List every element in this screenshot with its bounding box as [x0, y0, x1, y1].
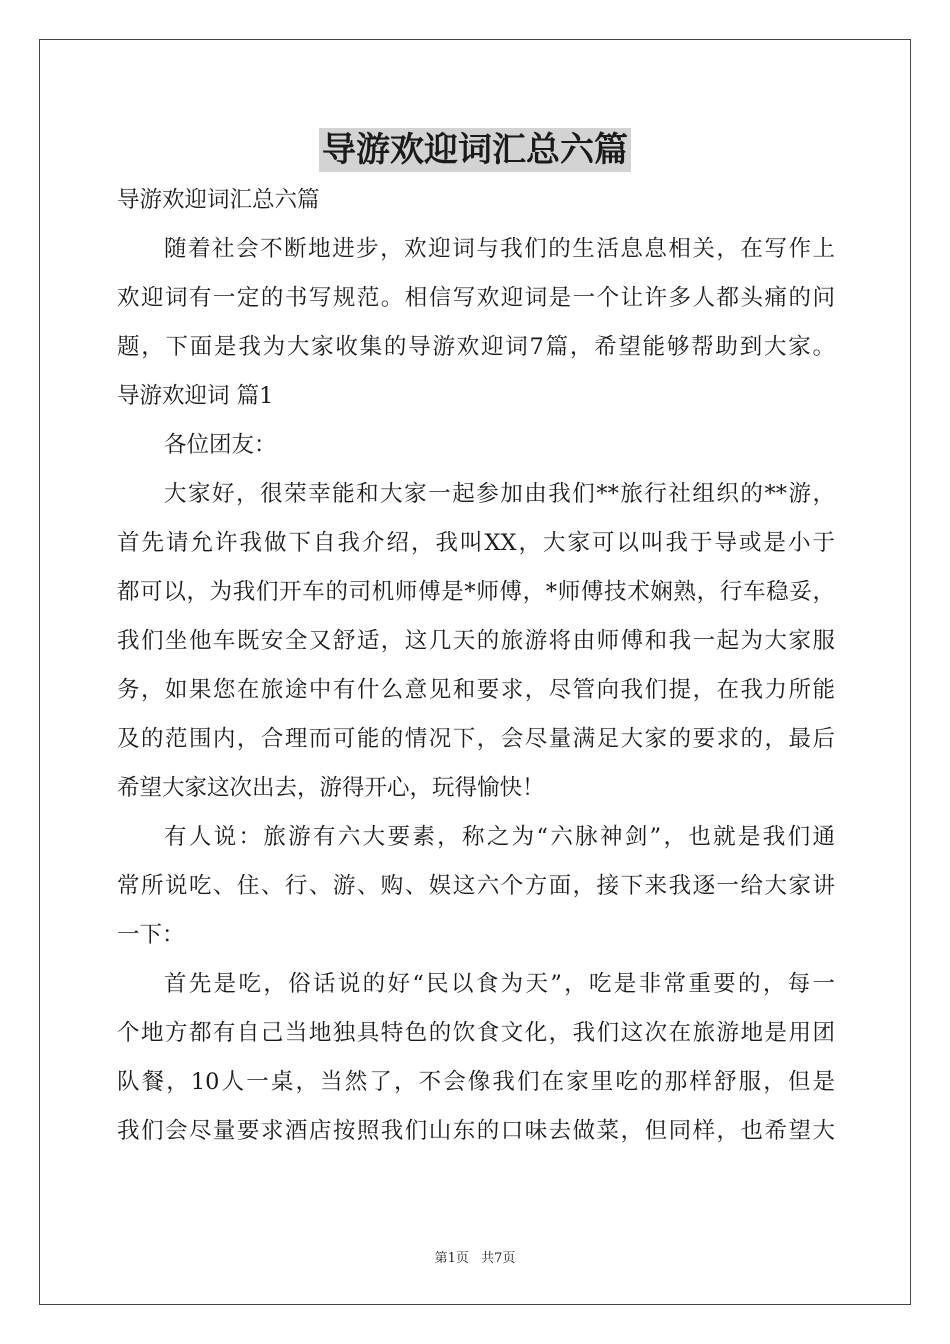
- text-line: 导游欢迎词汇总六篇: [117, 187, 320, 213]
- text-line: 各位团友：: [164, 432, 277, 458]
- text-line: 有人说：旅游有六大要素，称之为“六脉神剑”，也就是我们通: [164, 824, 835, 850]
- text-line: 队餐，10人一桌，当然了，不会像我们在家里吃的那样舒服，但是: [117, 1069, 835, 1095]
- text-line: 务，如果您在旅途中有什么意见和要求，尽管向我们提，在我力所能: [117, 677, 835, 703]
- text-line: 我们会尽量要求酒店按照我们山东的口味去做菜，但同样，也希望大: [117, 1118, 835, 1144]
- page-number: 第1页: [434, 1251, 469, 1266]
- text-line: 题，下面是我为大家收集的导游欢迎词7篇，希望能够帮助到大家。: [117, 334, 835, 360]
- text-line: 常所说吃、住、行、游、购、娱这六个方面，接下来我逐一给大家讲: [117, 873, 835, 899]
- text-line: 我们坐他车既安全又舒适，这几天的旅游将由师傅和我一起为大家服: [117, 628, 835, 654]
- document-body: [117, 176, 835, 1156]
- text-line: 随着社会不断地进步，欢迎词与我们的生活息息相关，在写作上: [164, 236, 835, 262]
- page-total: 共7页: [481, 1251, 516, 1266]
- page-footer: [0, 1247, 950, 1266]
- text-line: 希望大家这次出去，游得开心，玩得愉快！: [117, 775, 545, 801]
- text-line: 都可以，为我们开车的司机师傅是*师傅，*师傅技术娴熟，行车稳妥，: [117, 579, 835, 605]
- text-line: 大家好，很荣幸能和大家一起参加由我们**旅行社组织的**游，: [164, 481, 835, 507]
- text-line: 及的范围内，合理而可能的情况下，会尽量满足大家的要求的，最后: [117, 726, 835, 752]
- text-line: 导游欢迎词 篇1: [117, 383, 274, 409]
- document-title: 导游欢迎词汇总六篇: [319, 128, 631, 172]
- title-container: [0, 128, 950, 172]
- text-line: 欢迎词有一定的书写规范。相信写欢迎词是一个让许多人都头痛的问: [117, 285, 835, 311]
- text-line: 一下：: [117, 922, 185, 948]
- text-line: 个地方都有自己当地独具特色的饮食文化，我们这次在旅游地是用团: [117, 1020, 835, 1046]
- text-line: 首先是吃，俗话说的好“民以食为天”，吃是非常重要的，每一: [164, 971, 835, 997]
- text-line: 首先请允许我做下自我介绍，我叫XX，大家可以叫我于导或是小于: [117, 530, 835, 556]
